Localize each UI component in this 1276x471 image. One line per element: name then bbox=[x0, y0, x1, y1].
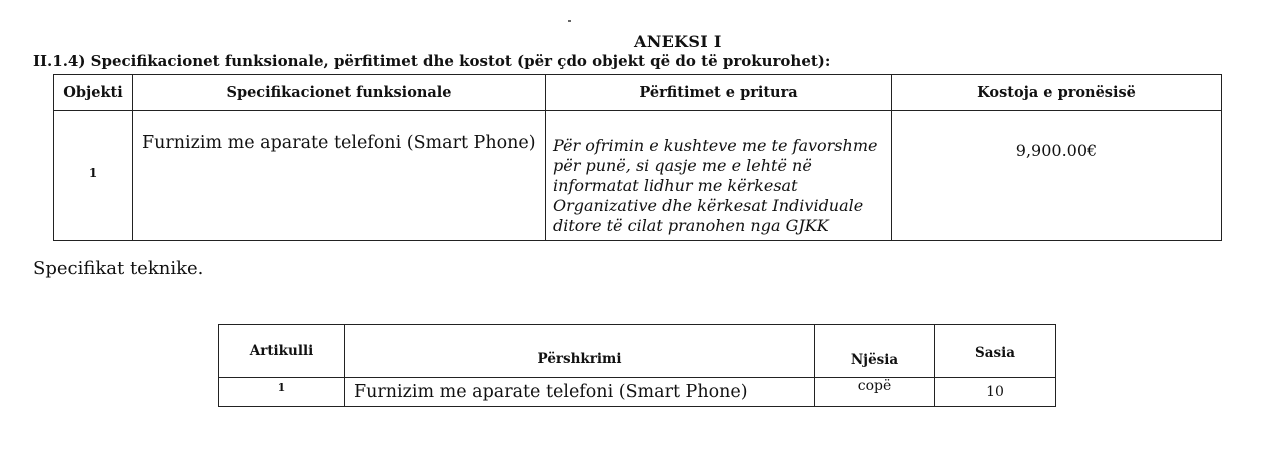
article-number: 1 bbox=[219, 378, 345, 407]
header-unit: Njësia bbox=[815, 325, 935, 378]
scan-dot-mark bbox=[568, 20, 571, 22]
annex-title: ANEKSI I bbox=[634, 32, 722, 51]
technical-specs-table bbox=[218, 324, 1056, 407]
cost-value: 9,900.00€ bbox=[1015, 141, 1098, 160]
header-quantity: Sasia bbox=[935, 325, 1056, 378]
benefit-line: ditore të cilat pranohen nga GJKK bbox=[553, 216, 829, 235]
cell-object bbox=[54, 111, 133, 241]
benefit-line: informatat lidhur me kërkesat bbox=[553, 176, 798, 195]
header-functional-specs: Specifikacionet funksionale bbox=[133, 75, 546, 111]
cell-benefit bbox=[546, 111, 892, 241]
spec-text: Furnizim me aparate telefoni (Smart Phone) bbox=[142, 133, 536, 153]
table-header-row bbox=[54, 75, 1222, 111]
header-ownership-cost: Kostoja e pronësisë bbox=[892, 75, 1222, 111]
article-unit: copë bbox=[815, 378, 935, 407]
table-row bbox=[219, 378, 1056, 407]
functional-specs-table bbox=[53, 74, 1222, 241]
benefit-line: për punë, si qasje me e lehtë në bbox=[553, 156, 812, 175]
cell-cost bbox=[892, 111, 1222, 241]
article-quantity: 10 bbox=[935, 378, 1056, 407]
technical-specs-heading: Specifikat teknike. bbox=[33, 258, 204, 279]
benefit-text bbox=[546, 111, 891, 236]
article-description: Furnizim me aparate telefoni (Smart Phone) bbox=[345, 378, 815, 407]
header-description: Përshkrimi bbox=[345, 325, 815, 378]
header-expected-benefits: Përfitimet e pritura bbox=[546, 75, 892, 111]
section-heading: II.1.4) Specifikacionet funksionale, përfitimet dhe kostot (për çdo objekt që do të prokurohet): bbox=[33, 52, 831, 70]
header-object: Objekti bbox=[54, 75, 133, 111]
cell-spec bbox=[133, 111, 546, 241]
benefit-line: Organizative dhe kërkesat Individuale bbox=[553, 196, 864, 215]
benefit-line: Për ofrimin e kushteve me te favorshme bbox=[553, 136, 878, 155]
table-header-row bbox=[219, 325, 1056, 378]
table-row bbox=[54, 111, 1222, 241]
object-number: 1 bbox=[88, 166, 98, 180]
header-article: Artikulli bbox=[219, 325, 345, 378]
